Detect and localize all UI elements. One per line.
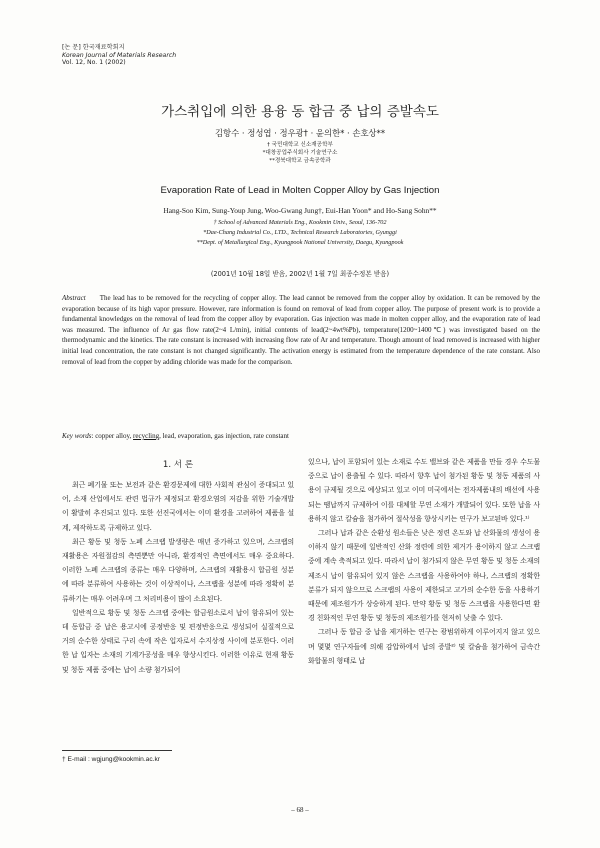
paragraph: 최근 폐기물 또는 보전과 같은 환경문제에 대한 사회적 관심이 증대되고 있어, 소재 산업에서도 관련 법규가 제정되고 환경오염의 저감을 위한 기술개발이 활발히 추진되고 있다. 또한 선진국에서는 이미 환경을 고려하여 제품을 설계, 제작하도록 규제하고 있다. xyxy=(62,481,294,532)
abstract xyxy=(62,293,540,367)
paragraph: 있으나, 납이 포함되어 있는 소재로 수도 밸브와 같은 제품을 만들 경우 수도물 중으로 납이 용출될 수 있다. 따라서 향후 납이 첨가된 황동 및 청동 제품의 사용이 규제될 것으로 예상되고 있고 이미 미국에서는 전자제품내의 배선에 사용되는 땜납까지 규제하여 이를 대체할 무연 소재가 개발되어 있다. 또한 납을 사용하지 않고 칼슘을 첨가하여 절삭성을 향상시키는 연구가 보고된바 있다.¹⁾ xyxy=(308,458,540,523)
section-heading: 1. 서 론 xyxy=(162,460,194,470)
affiliation-korean-1: † 국민대학교 신소재공학부 xyxy=(267,142,333,148)
keywords-post: , lead, evaporation, gas injection, rate constant xyxy=(159,432,289,440)
journal-header xyxy=(62,44,176,67)
abstract-text: The lead has to be removed for the recycling of copper alloy. The lead cannot be removed from the copper alloy by oxidation. It can be removed by the evaporation because of its high vapor pressure. However, rare information is found on removal of lead from copper alloy. The purpose of present work is to provide a fundamental knowledges on the removal of lead from the copper alloy by evaporation. Gas injection was made in molten copper alloy, and the evaporation rate of lead was measured. The influence of Ar gas flow rate(2~4 L/min), initial contents of lead(2~4wt%Pb), temperature(1200~1400℃) was investigated based on the thermodynamic and the kinetics. The rate constant is increased with increasing flow rate of Ar and temperature. Though amount of lead removed is increased with higher initial lead concentration, the rate constant is not changed significantly. The activation energy is estimated from the temperature dependence of the rate constant. Also removal of lead from the copper by adding chloride was made for the comparison. xyxy=(62,294,540,366)
authors-english: Hang-Soo Kim, Sung-Youp Jung, Woo-Gwang Jung†, Eui-Han Yoon* and Ho-Sang Sohn** xyxy=(163,206,437,215)
title-korean: 가스취입에 의한 용융 동 합금 중 납의 증발속도 xyxy=(161,104,439,120)
title-english: Evaporation Rate of Lead in Molten Copper Alloy by Gas Injection xyxy=(160,185,440,196)
paragraph: 일반적으로 황동 및 청동 스크랩 중에는 합금원소로서 납이 함유되어 있는데 동합금 중 납은 용고시에 공정반응 및 편정반응으로 생성되어 실질적으로 거의 순수한 상태로 구리 속에 작은 입자로서 수지상정 사이에 분포한다. 이러한 납 입자는 소재의 기계가공성을 매우 향상시킨다. 이러한 이유로 현재 황동 및 청동 제품 중에는 납이 소량 첨가되어 xyxy=(62,608,294,674)
paragraph: 최근 황동 및 청동 노폐 스크랩 발생량은 매년 증가하고 있으며, 스크랩의 재활용은 자원절감의 측면뿐만 아니라, 환경적인 측면에서도 매우 중요하다. 이러한 노폐 스크랩의 종류는 매우 다양하며, 스크랩의 재활용시 합금원 성분에 따라 분류하여 사용하는 것이 이상적이나, 스크랩을 성분에 따라 정확히 분류하기는 매우 어려우며 그 처리비용이 많이 소요된다. xyxy=(62,537,294,603)
affiliation-korean-2: *대창공업주식회사 기술연구소 xyxy=(262,150,338,156)
affiliation-english-3: **Dept. of Metallurgical Eng., Kyungpook National University, Daegu, Kyungpook xyxy=(196,239,404,246)
keyword-recycling: recycling xyxy=(133,432,160,440)
affiliation-korean-3: **경북대학교 금속공학과 xyxy=(269,158,331,164)
body-column-right xyxy=(308,455,540,668)
page-number: – 68 – xyxy=(291,806,309,814)
keywords-label: Key words xyxy=(62,432,92,440)
keywords-pre: : copper alloy, xyxy=(91,432,134,440)
received-dates: (2001년 10월 18일 받음, 2002년 1월 7일 최종수정본 받음) xyxy=(210,270,390,278)
journal-name: Korean Journal of Materials Research xyxy=(62,51,177,59)
affiliation-english-2: *Dae-Chang Industrial Co., LTD., Technical Research Laboratories, Gyunggi xyxy=(203,229,397,236)
affiliation-english-1: † School of Advanced Materials Eng., Kookmin Univ., Seoul, 136-702 xyxy=(213,219,387,226)
footnote-divider xyxy=(62,750,172,751)
paragraph: 그러나 동 합금 중 납을 제거하는 연구는 광범위하게 이루어지지 않고 있으며 몇몇 연구자들에 의해 감압하에서 납의 증발²⁾ 및 칼슘을 첨가하여 금속간 화합물의 형태로 납 xyxy=(308,628,540,665)
footnote-email: † E-mail : wgjung@kookmin.ac.kr xyxy=(62,756,160,763)
paragraph: 그러나 납과 같은 순환성 원소들은 낮은 정련 온도와 납 산화물의 생성이 용이하지 않기 때문에 일반적인 산화 정련에 의한 제거가 용이하지 않고 스크랩 중에 계속 축적되고 있다. 따라서 납이 첨가되지 않은 무연 황동 및 청동 소재의 제조시 납이 함유되어 있지 않은 스크랩을 사용하여야 하나, 스크랩의 정확한 분류가 되지 않으므로 스크랩의 사용이 제한되고 고가의 순수한 동을 사용하기 때문에 제조원가가 상승하게 된다. 만약 황동 및 청동 스크랩을 사용한다면 환경 친화적인 무연 황동 및 청동의 제조원가를 현저히 낮출 수 있다. xyxy=(308,529,540,623)
body-column-left xyxy=(62,478,294,677)
society-name: 한국재료학회지 xyxy=(82,44,125,51)
volume-issue: Vol. 12, No. 1 (2002) xyxy=(62,59,126,67)
keywords xyxy=(62,432,540,440)
abstract-label: Abstract xyxy=(62,294,86,302)
authors-korean: 김항수 · 정성엽 · 정우광† · 윤의한* · 손호상** xyxy=(214,128,386,138)
article-type: [논 문] xyxy=(62,44,81,51)
